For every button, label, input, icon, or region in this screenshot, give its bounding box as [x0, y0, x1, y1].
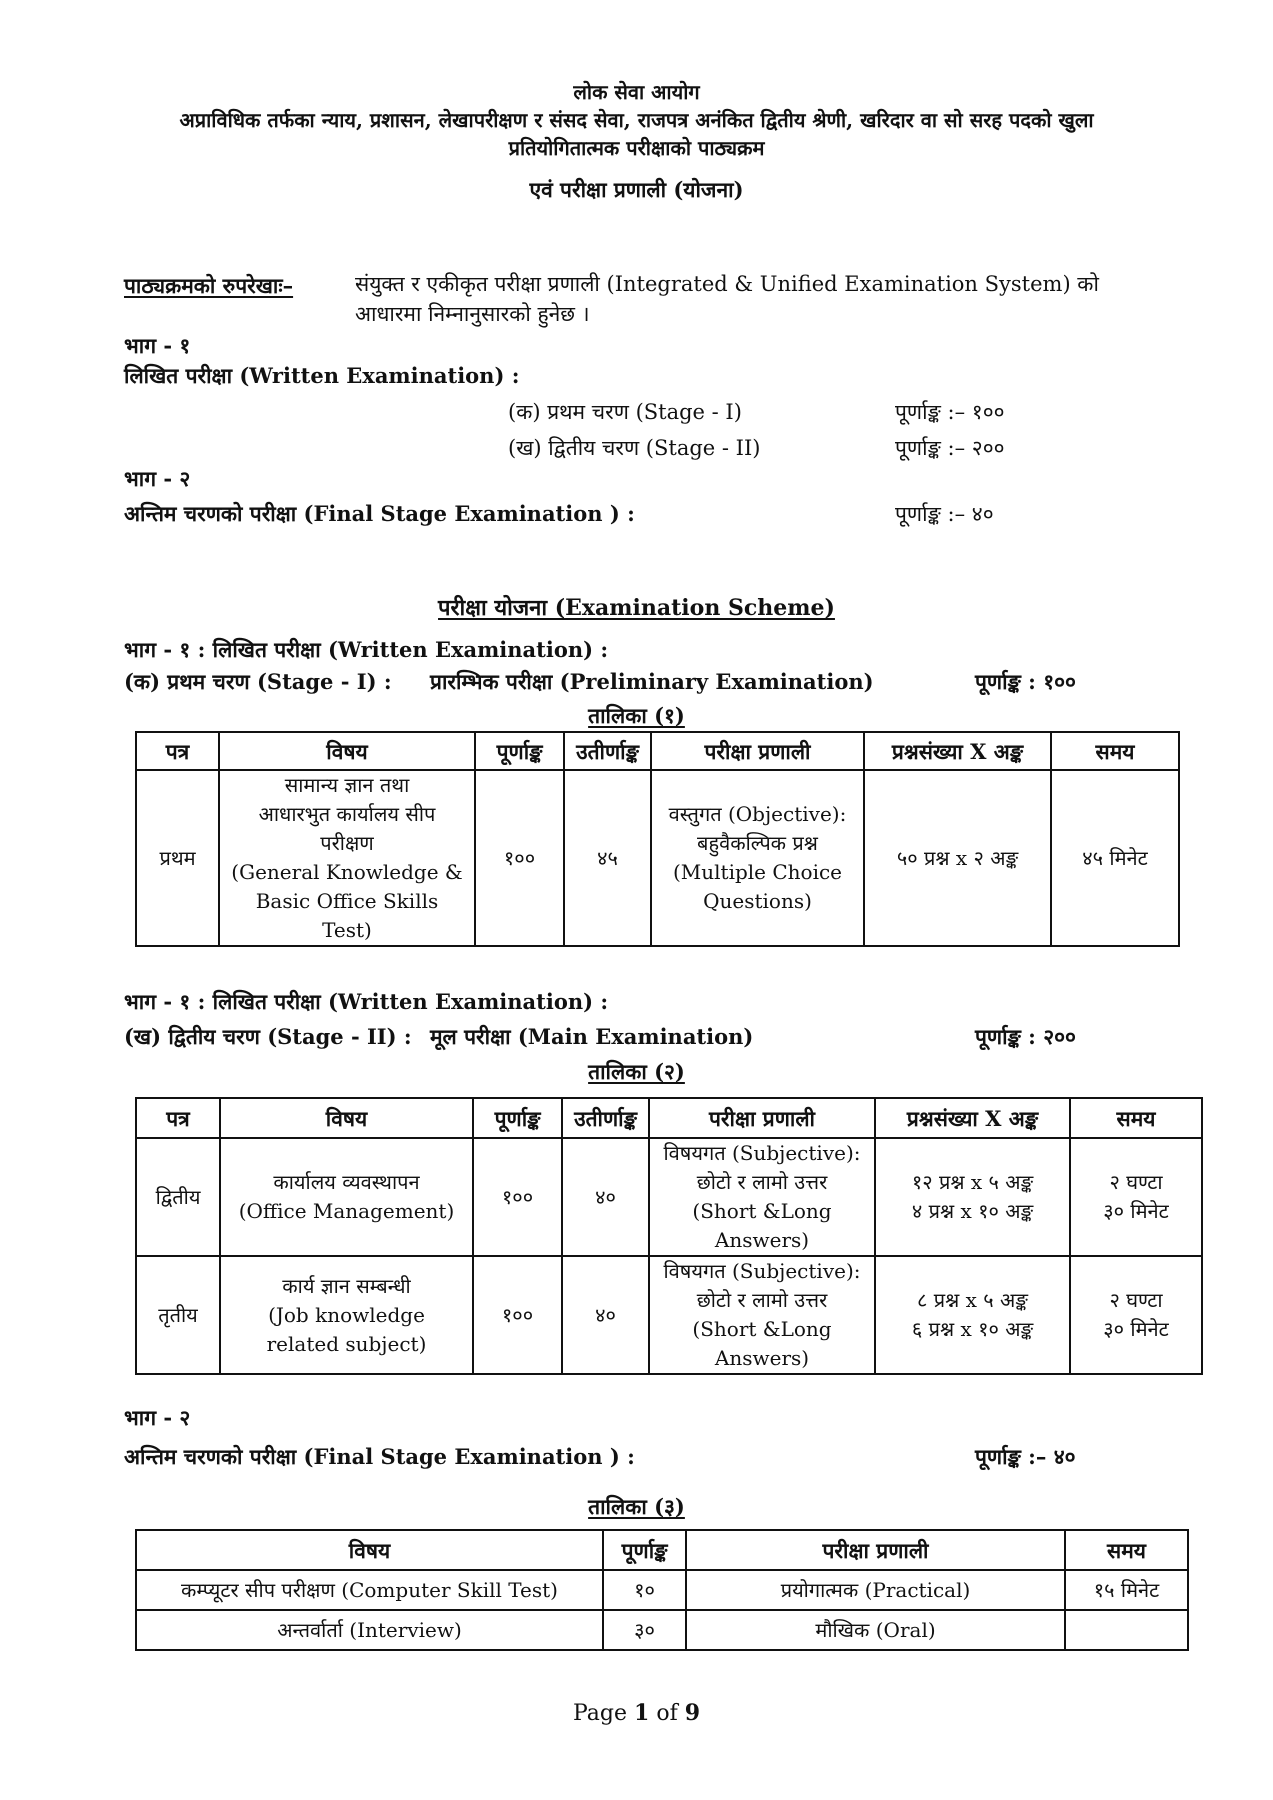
- s1-stage: (क) प्रथम चरण (Stage - I) :: [124, 669, 392, 694]
- part1-heading: भाग - १: [124, 333, 191, 358]
- table2-header-full: पूर्णाङ्क: [473, 1098, 562, 1138]
- table3-header-full: पूर्णाङ्क: [603, 1530, 686, 1570]
- table1-header-full: पूर्णाङ्क: [475, 732, 564, 770]
- qm-line: १२ प्रश्न x ५ अङ्क: [911, 1170, 1034, 1194]
- s2-stage-desc: मूल परीक्षा (Main Examination): [430, 1024, 754, 1049]
- method-line: छोटो र लामो उत्तर: [696, 1170, 828, 1194]
- s3-stage: अन्तिम चरणको परीक्षा (Final Stage Examination ) :: [124, 1444, 635, 1469]
- table2-header-qm: प्रश्नसंख्या X अङ्क: [875, 1098, 1070, 1138]
- method-line: (Short &Long: [692, 1317, 832, 1341]
- subject-line: related subject): [266, 1331, 427, 1356]
- written-exam-heading: लिखित परीक्षा (Written Examination) :: [124, 363, 520, 388]
- method-line: Answers): [714, 1346, 810, 1370]
- table3-method: मौखिक (Oral): [686, 1610, 1065, 1650]
- header-subtitle: प्रतियोगितात्मक परीक्षाको पाठ्यक्रम: [508, 136, 765, 160]
- table2-pass: ४०: [562, 1138, 649, 1256]
- table1: [135, 731, 1180, 947]
- page-prefix: Page: [572, 1701, 635, 1726]
- table2-header-subject: विषय: [220, 1098, 473, 1138]
- method-line: बहुवैकल्पिक प्रश्न: [697, 831, 818, 855]
- method-line: (Multiple Choice: [672, 860, 843, 884]
- table2-time: [1070, 1256, 1202, 1374]
- time-line: २ घण्टा: [1109, 1170, 1163, 1194]
- page-current: 1: [634, 1700, 650, 1726]
- final-marks: पूर्णाङ्क :– ४०: [895, 502, 994, 526]
- part2-heading: भाग - २: [124, 466, 191, 491]
- header-org: लोक सेवा आयोग: [573, 80, 700, 104]
- table1-caption: तालिका (१): [588, 703, 685, 728]
- method-line: (Short &Long: [692, 1199, 832, 1223]
- table3-caption: तालिका (३): [588, 1494, 685, 1519]
- method-line: Answers): [714, 1228, 810, 1252]
- table3-time: [1065, 1610, 1188, 1650]
- table2-subject: [220, 1138, 473, 1256]
- table1-header-pass: उतीर्णाङ्क: [564, 732, 651, 770]
- method-line: छोटो र लामो उत्तर: [696, 1288, 828, 1312]
- s2-marks: पूर्णाङ्क : २००: [975, 1024, 1076, 1049]
- table-row: [136, 1256, 1202, 1374]
- subject-line: कार्यालय व्यवस्थापन: [273, 1170, 420, 1194]
- qm-line: ४ प्रश्न x १० अङ्क: [911, 1199, 1034, 1223]
- page-total: 9: [684, 1700, 701, 1726]
- table3-full: ३०: [603, 1610, 686, 1650]
- outline-text-2: आधारमा निम्नानुसारको हुनेछ ।: [355, 302, 590, 326]
- qm-line: ६ प्रश्न x १० अङ्क: [911, 1317, 1034, 1341]
- table2-method: [649, 1138, 875, 1256]
- subject-line: Basic Office Skills: [255, 889, 439, 913]
- subject-line: परीक्षण: [320, 831, 374, 855]
- table2-full: १००: [473, 1256, 562, 1374]
- subject-line: (General Knowledge &: [231, 860, 463, 884]
- s3-part-heading: भाग - २: [124, 1405, 191, 1430]
- table2-pass: ४०: [562, 1256, 649, 1374]
- table2-time: [1070, 1138, 1202, 1256]
- header-title: अप्राविधिक तर्फका न्याय, प्रशासन, लेखापरीक्षण र संसद सेवा, राजपत्र अनंकित द्वितीय श्रेणी, खरिदार वा सो सरह पदको खुला: [179, 108, 1094, 132]
- table1-pass: ४५: [564, 770, 651, 946]
- table3-header-subject: विषय: [136, 1530, 603, 1570]
- outline-label: पाठ्यक्रमको रुपरेखाः–: [124, 273, 294, 298]
- time-line: ३० मिनेट: [1103, 1199, 1169, 1223]
- scheme-title: परीक्षा योजना (Examination Scheme): [438, 595, 835, 621]
- outline-text-1: संयुक्त र एकीकृत परीक्षा प्रणाली (Integrated & Unified Examination System) को: [355, 272, 1099, 296]
- table2-header-method: परीक्षा प्रणाली: [649, 1098, 875, 1138]
- table2-caption: तालिका (२): [588, 1059, 685, 1084]
- table1-full: १००: [475, 770, 564, 946]
- stage2-line: (ख) द्वितीय चरण (Stage - II): [508, 436, 761, 460]
- table2: [135, 1097, 1203, 1375]
- table3-method: प्रयोगात्मक (Practical): [686, 1570, 1065, 1610]
- s1-stage-desc: प्रारम्भिक परीक्षा (Preliminary Examination): [430, 669, 874, 694]
- table1-header-paper: पत्र: [136, 732, 219, 770]
- method-line: वस्तुगत (Objective):: [668, 802, 847, 826]
- s1-part-heading: भाग - १ : लिखित परीक्षा (Written Examination) :: [124, 637, 609, 662]
- table2-full: १००: [473, 1138, 562, 1256]
- table3-time: १५ मिनेट: [1065, 1570, 1188, 1610]
- subject-line: आधारभुत कार्यालय सीप: [258, 802, 436, 826]
- table1-method: [651, 770, 864, 946]
- time-line: २ घण्टा: [1109, 1288, 1163, 1312]
- table2-qm: [875, 1138, 1070, 1256]
- table3-subject: कम्प्यूटर सीप परीक्षण (Computer Skill Test): [136, 1570, 603, 1610]
- stage2-marks: पूर्णाङ्क :– २००: [895, 436, 1005, 460]
- s2-part-heading: भाग - १ : लिखित परीक्षा (Written Examination) :: [124, 989, 609, 1014]
- method-line: Questions): [703, 889, 812, 913]
- subject-line: सामान्य ज्ञान तथा: [284, 773, 410, 797]
- table1-header-subject: विषय: [219, 732, 475, 770]
- subject-line: (Job knowledge: [268, 1302, 425, 1327]
- final-exam-heading: अन्तिम चरणको परीक्षा (Final Stage Examination ) :: [124, 501, 635, 526]
- time-line: ३० मिनेट: [1103, 1317, 1169, 1341]
- table-row: [136, 1138, 1202, 1256]
- table1-paper: प्रथम: [136, 770, 219, 946]
- qm-line: ८ प्रश्न x ५ अङ्क: [917, 1288, 1028, 1312]
- s3-marks: पूर्णाङ्क :– ४०: [975, 1444, 1076, 1469]
- method-line: विषयगत (Subjective):: [663, 1141, 861, 1165]
- table2-qm: [875, 1256, 1070, 1374]
- table1-subject: [219, 770, 475, 946]
- table3-header-time: समय: [1065, 1530, 1188, 1570]
- table2-header-pass: उतीर्णाङ्क: [562, 1098, 649, 1138]
- table2-header-paper: पत्र: [136, 1098, 220, 1138]
- table3: [135, 1529, 1189, 1651]
- header-scheme: एवं परीक्षा प्रणाली (योजना): [529, 177, 744, 202]
- table1-qm: ५० प्रश्न x २ अङ्क: [864, 770, 1051, 946]
- table2-header-time: समय: [1070, 1098, 1202, 1138]
- table3-header-method: परीक्षा प्रणाली: [686, 1530, 1065, 1570]
- table1-header-method: परीक्षा प्रणाली: [651, 732, 864, 770]
- table2-paper: तृतीय: [136, 1256, 220, 1374]
- table1-time: ४५ मिनेट: [1051, 770, 1179, 946]
- stage1-marks: पूर्णाङ्क :– १००: [895, 400, 1005, 424]
- table3-subject: अन्तर्वार्ता (Interview): [136, 1610, 603, 1650]
- table1-header-qm: प्रश्नसंख्या X अङ्क: [864, 732, 1051, 770]
- table2-paper: द्वितीय: [136, 1138, 220, 1256]
- table2-subject: [220, 1256, 473, 1374]
- table-row: [136, 1610, 1188, 1650]
- page-number: [0, 1700, 1273, 1726]
- subject-line: कार्य ज्ञान सम्बन्धी: [282, 1273, 411, 1298]
- subject-line: Test): [322, 918, 372, 942]
- table-row: [136, 770, 1179, 946]
- stage1-line: (क) प्रथम चरण (Stage - I): [508, 400, 742, 424]
- table3-full: १०: [603, 1570, 686, 1610]
- s2-stage: (ख) द्वितीय चरण (Stage - II) :: [124, 1024, 412, 1049]
- table1-header-time: समय: [1051, 732, 1179, 770]
- table-row: [136, 1570, 1188, 1610]
- s1-marks: पूर्णाङ्क : १००: [975, 669, 1076, 694]
- method-line: विषयगत (Subjective):: [663, 1259, 861, 1283]
- page-mid: of: [649, 1701, 685, 1726]
- subject-line: (Office Management): [238, 1199, 455, 1223]
- table2-method: [649, 1256, 875, 1374]
